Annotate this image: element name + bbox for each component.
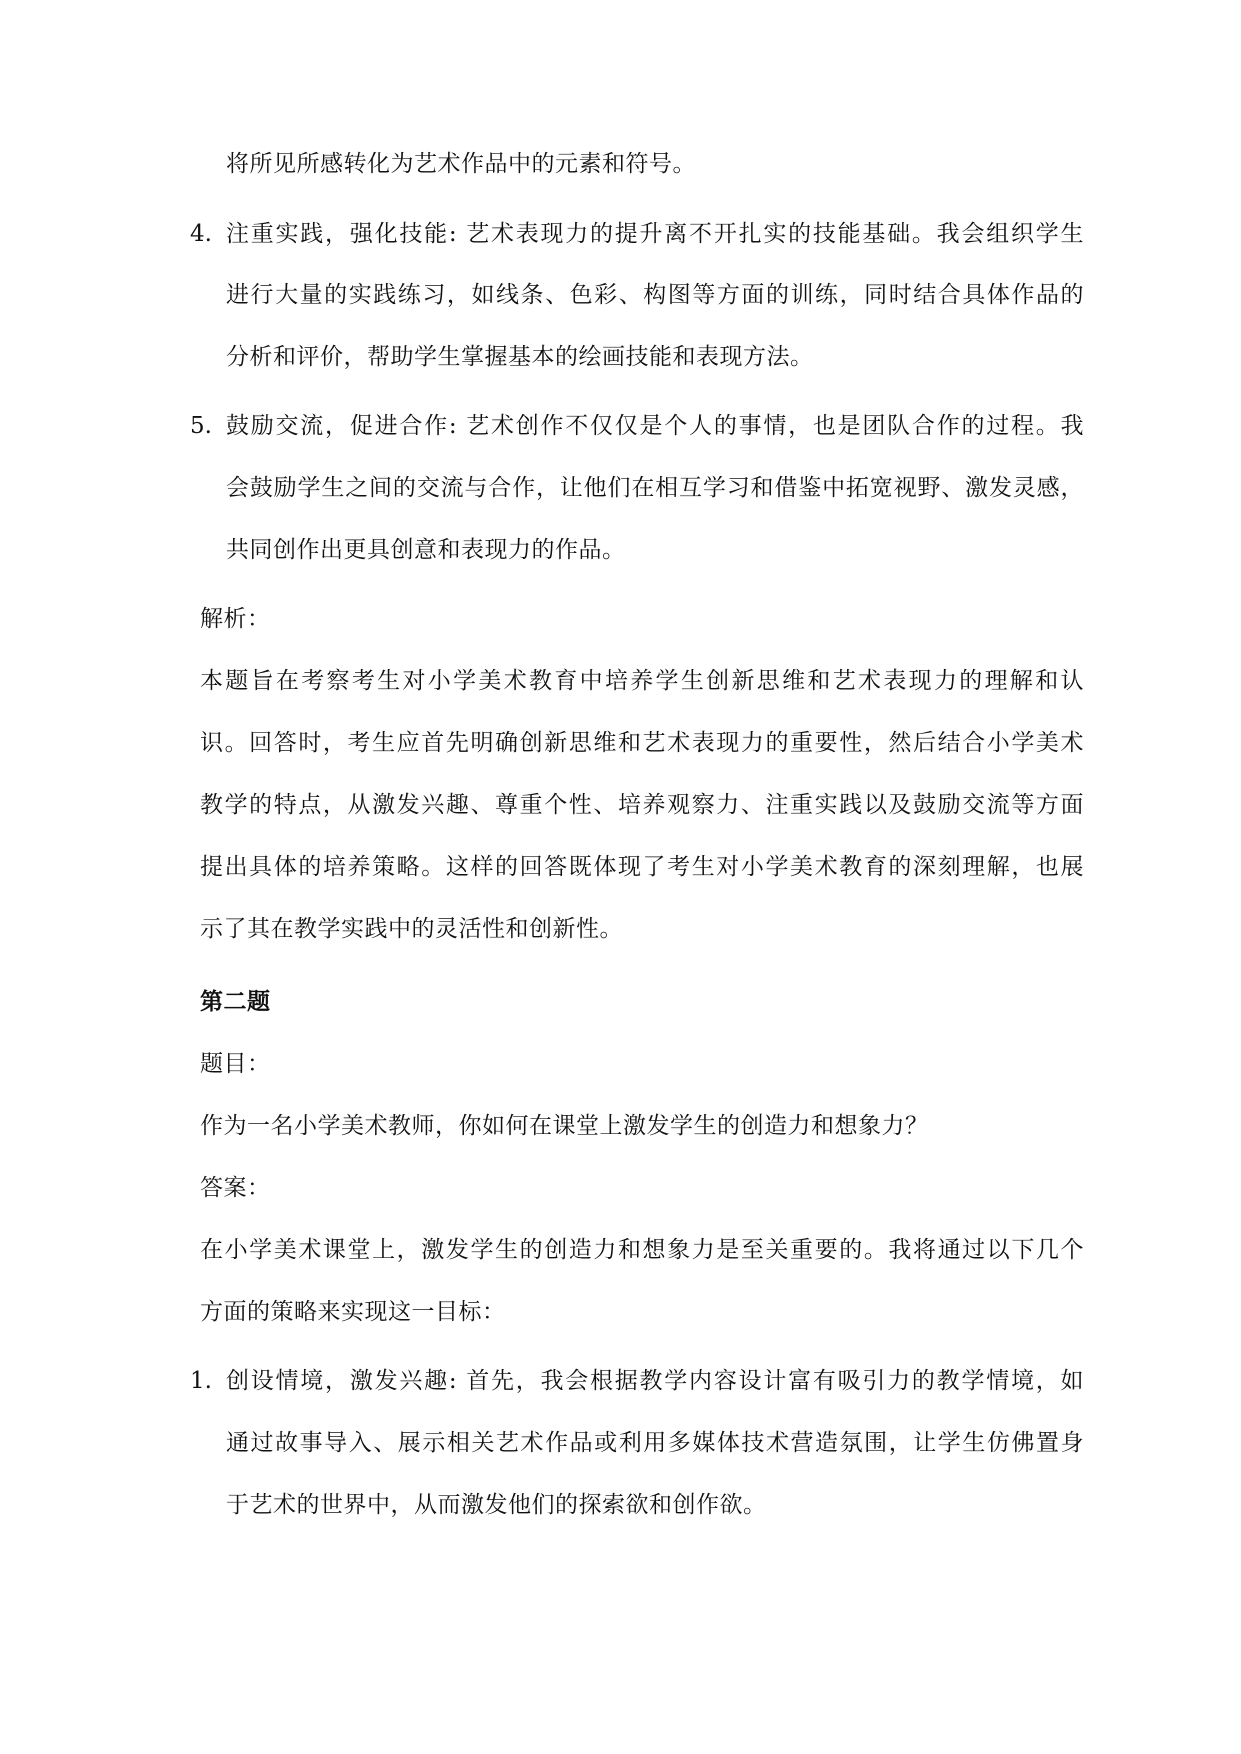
analysis-line1: 本题旨在考察考生对小学美术教育中培养学生创新思维和艺术表现力的理解和认 <box>200 668 1084 694</box>
question2-heading: 第二题 <box>200 988 271 1015</box>
question2-answer-line1: 在小学美术课堂上，激发学生的创造力和想象力是至关重要的。我将通过以下几个 <box>200 1237 1084 1263</box>
item4-line3: 分析和评价，帮助学生掌握基本的绘画技能和表现方法。 <box>226 344 814 370</box>
item3-continuation: 将所见所感转化为艺术作品中的元素和符号。 <box>226 151 696 177</box>
analysis-line3: 教学的特点，从激发兴趣、尊重个性、培养观察力、注重实践以及鼓励交流等方面 <box>200 792 1084 818</box>
item5-number: 5. <box>190 413 212 439</box>
item5-line2: 会鼓励学生之间的交流与合作，让他们在相互学习和借鉴中拓宽视野、激发灵感， <box>226 475 1084 501</box>
item5-line1: 鼓励交流，促进合作: 艺术创作不仅仅是个人的事情，也是团队合作的过程。我 <box>226 413 1084 439</box>
analysis-label: 解析： <box>200 606 271 632</box>
question2-answer-line2: 方面的策略来实现这一目标： <box>200 1299 506 1325</box>
question2-topic-label: 题目： <box>200 1051 271 1077</box>
analysis-line5: 示了其在教学实践中的灵活性和创新性。 <box>200 916 623 942</box>
analysis-line4: 提出具体的培养策略。这样的回答既体现了考生对小学美术教育的深刻理解，也展 <box>200 854 1084 880</box>
q2-item1-line1: 创设情境，激发兴趣: 首先，我会根据教学内容设计富有吸引力的教学情境，如 <box>226 1368 1084 1394</box>
item4-line1: 注重实践，强化技能: 艺术表现力的提升离不开扎实的技能基础。我会组织学生 <box>226 221 1084 247</box>
analysis-line2: 识。回答时，考生应首先明确创新思维和艺术表现力的重要性，然后结合小学美术 <box>200 730 1084 756</box>
item4-number: 4. <box>190 221 212 247</box>
q2-item1-line3: 于艺术的世界中，从而激发他们的探索欲和创作欲。 <box>226 1492 767 1518</box>
question2-topic-text: 作为一名小学美术教师，你如何在课堂上激发学生的创造力和想象力？ <box>200 1113 929 1139</box>
item5-line3: 共同创作出更具创意和表现力的作品。 <box>226 537 626 563</box>
question2-answer-label: 答案： <box>200 1175 271 1201</box>
q2-item1-number: 1. <box>190 1368 212 1394</box>
q2-item1-line2: 通过故事导入、展示相关艺术作品或利用多媒体技术营造氛围，让学生仿佛置身 <box>226 1430 1084 1456</box>
item4-line2: 进行大量的实践练习，如线条、色彩、构图等方面的训练，同时结合具体作品的 <box>226 282 1084 308</box>
